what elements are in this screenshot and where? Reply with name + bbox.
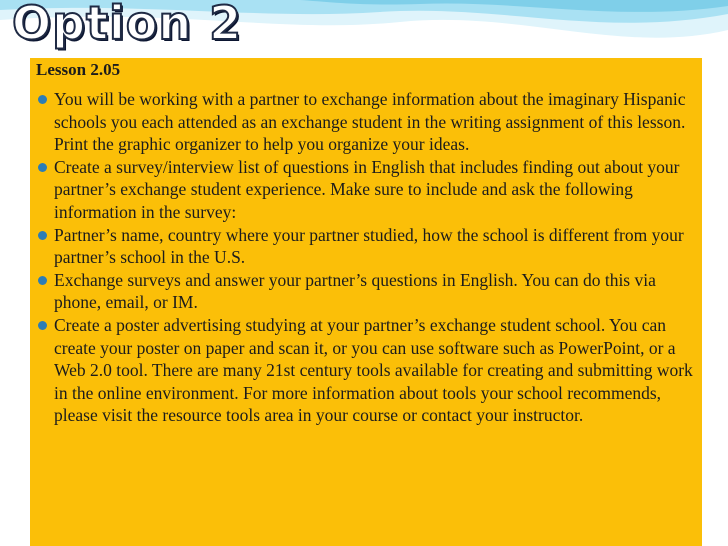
bullet-text: Create a poster advertising studying at your partner’s exchange student school. You can create your poster on paper and scan it, or you can use software such as PowerPoint, or a Web 2.0 tool. There are many 21st century tools available for creating and submitting work in the online environment. For more information about tools your school recommends, please visit the resource tools area in your course or contact your instructor.	[54, 314, 693, 426]
bullet-item	[36, 224, 696, 269]
bullet-text: You will be working with a partner to exchange information about the imaginary Hispanic schools you each attended as an exchange student in the writing assignment of this lesson. Print the graphic organizer to help you organize your ideas.	[54, 89, 686, 155]
bullet-dot-icon	[38, 231, 47, 240]
bullet-text: Exchange surveys and answer your partner’s questions in English. You can do this via phone, email, or IM.	[54, 269, 656, 313]
slide-title: Option 2	[12, 0, 243, 50]
bullet-dot-icon	[38, 95, 47, 104]
bullet-item	[36, 314, 696, 427]
bullet-text: Create a survey/interview list of questions in English that includes finding out about your partner’s exchange student experience. Make sure to include and ask the following information in the survey:	[54, 156, 680, 222]
bullet-item	[36, 88, 696, 156]
bullet-dot-icon	[38, 321, 47, 330]
bullet-item	[36, 156, 696, 224]
lesson-label: Lesson 2.05	[36, 60, 121, 79]
bullet-list	[36, 88, 696, 427]
bullet-dot-icon	[38, 163, 47, 172]
bullet-dot-icon	[38, 276, 47, 285]
bullet-text: Partner’s name, country where your partner studied, how the school is different from your partner’s school in the U.S.	[54, 224, 684, 268]
bullet-item	[36, 269, 696, 314]
